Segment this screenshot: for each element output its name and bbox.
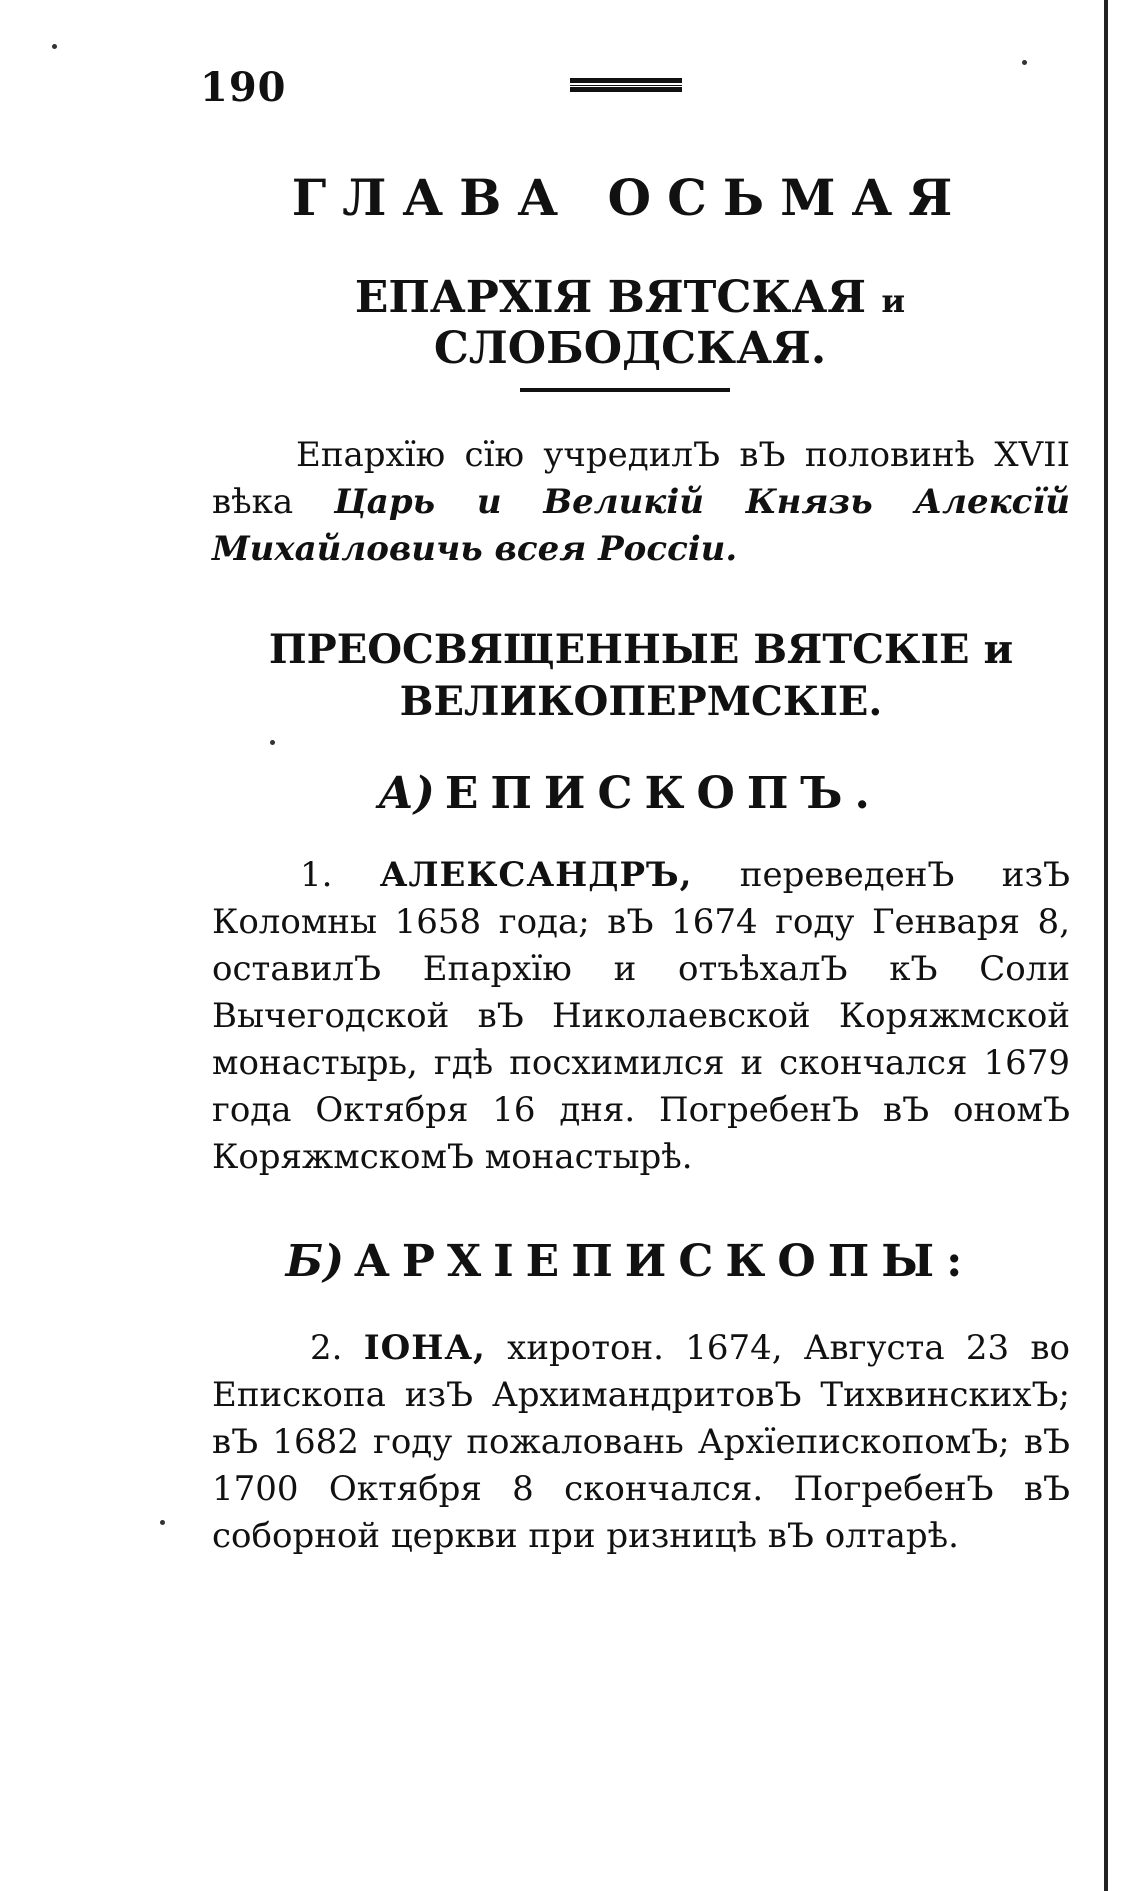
subsection-bishops [200,768,1060,819]
hierarchs-section-title: ПРЕОСВЯЩЕННЫЕ ВЯТСКІЕ и ВЕЛИКОПЕРМСКІЕ. [268,626,1014,725]
intro-emphasis: Царь и Великій Князь Алексїй Михайловичь всея Россіи. [212,482,1070,569]
diocese-title-conjunction: и [881,282,906,320]
print-speck [1022,60,1027,65]
entry-2-name: ІОНА, [363,1328,486,1368]
print-speck [160,1520,165,1525]
print-speck [270,740,275,745]
diocese-title-part2: СЛОБОДСКАЯ. [433,323,827,374]
entry-alexander [212,852,1070,1181]
diocese-title [200,272,1060,374]
section-divider [520,388,730,392]
header-ornament-rule [570,78,682,92]
chapter-title: ГЛАВА ОСЬМАЯ [291,168,969,227]
intro-text: Епархїю сїю учредилЪ вЪ половинѣ XVII вѣка [212,435,1070,522]
subsection-b-label: АРХІЕПИСКОПЫ: [354,1236,975,1287]
entry-1-name: АЛЕКСАНДРЪ, [379,855,693,895]
entry-1-number: 1. [300,855,333,895]
entry-2-number: 2. [310,1328,343,1368]
entry-1-text: переведенЪ изЪ Коломны 1658 года; вЪ 1674 году Генваря 8, оставилЪ Епархїю и отъѣхалЪ кЪ Соли Вычегодской вЪ Николаевской Коряжмской монастырь, гдѣ посхимился и скончался 1679 года Октября 16 дня. ПогребенЪ вЪ ономЪ КоряжмскомЪ монастырѣ. [212,855,1070,1177]
subsection-a-label: ЕПИСКОПЪ. [444,768,882,819]
intro-paragraph [212,432,1070,573]
entry-2-text: хиротон. 1674, Августа 23 во Епископа изЪ АрхимандритовЪ ТихвинскихЪ; вЪ 1682 году пожаловань АрхїепископомЪ; вЪ 1700 Октября 8 скончался. ПогребенЪ вЪ соборной церкви при ризницѣ вЪ олтарѣ. [212,1328,1070,1556]
page-edge-bleed [1104,0,1108,1891]
subsection-b-marker: Б) [285,1236,345,1287]
subsection-a-marker: А) [378,768,435,819]
entry-iona [212,1325,1070,1560]
subsection-archbishops [200,1236,1060,1287]
print-speck [52,44,57,49]
diocese-title-part1: ЕПАРХІЯ ВЯТСКАЯ [354,272,867,323]
page-number: 190 [200,64,287,111]
